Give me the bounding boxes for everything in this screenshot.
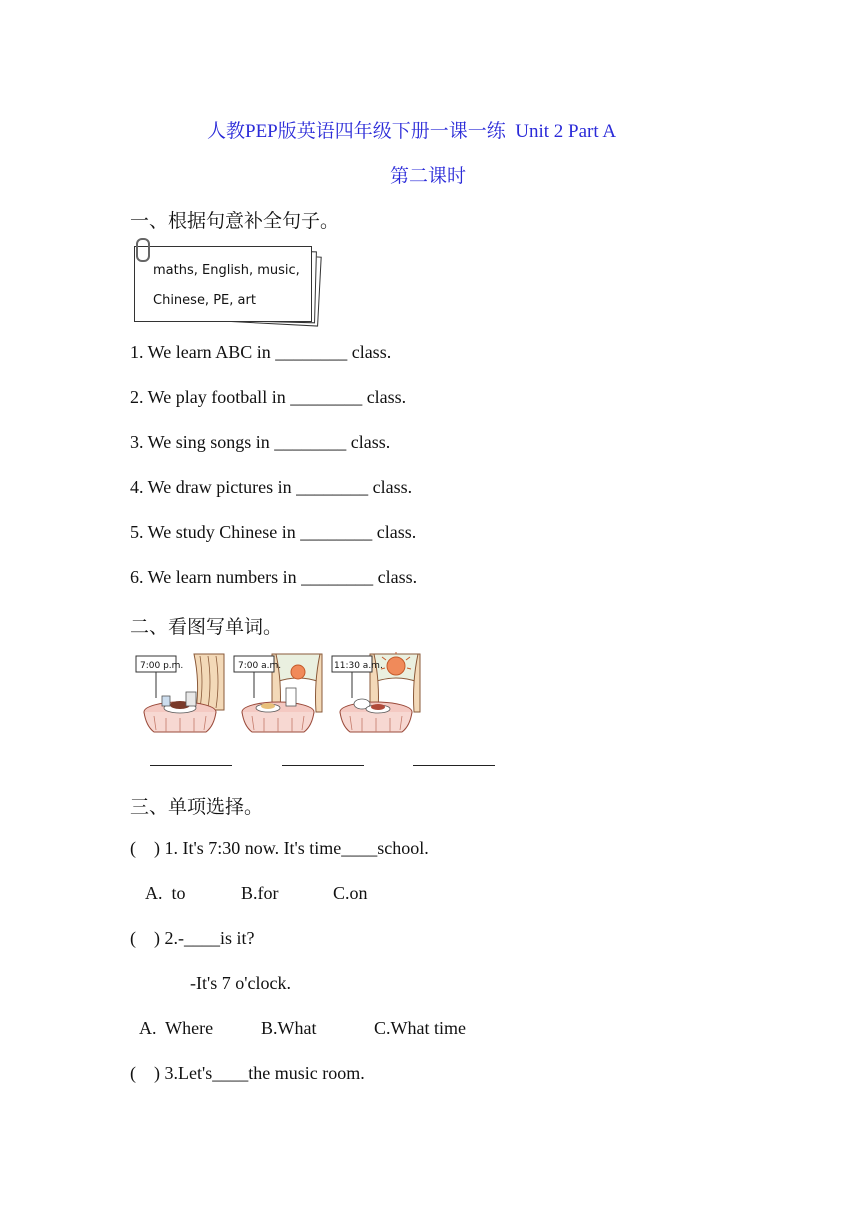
question-1-option-c: C.on bbox=[333, 883, 368, 903]
section-2-heading: 二、看图写单词。 bbox=[130, 617, 283, 638]
paperclip-icon bbox=[136, 238, 150, 262]
section-1-heading: 一、根据句意补全句子。 bbox=[130, 211, 340, 232]
breakfast-time-label: 7:00 a.m. bbox=[238, 661, 282, 671]
fill-item-4: 4. We draw pictures in ________ class. bbox=[130, 477, 413, 497]
page-title: 人教PEP版英语四年级下册一课一练 Unit 2 Part A bbox=[207, 121, 617, 142]
breakfast-table-picture bbox=[232, 652, 324, 734]
fill-item-3: 3. We sing songs in ________ class. bbox=[130, 432, 391, 452]
question-1-option-a: A. to bbox=[145, 883, 186, 903]
question-1-stem: ( ) 1. It's 7:30 now. It's time____school. bbox=[130, 838, 429, 858]
lunch-table-picture bbox=[330, 652, 422, 734]
word-box-line-2: Chinese, PE, art bbox=[153, 293, 256, 308]
section-3-heading: 三、单项选择。 bbox=[130, 797, 264, 818]
question-1-option-b: B.for bbox=[241, 883, 279, 903]
answer-blank-3[interactable] bbox=[413, 765, 495, 766]
question-2-option-a: A. Where bbox=[139, 1018, 214, 1038]
answer-blank-1[interactable] bbox=[150, 765, 232, 766]
fill-item-5: 5. We study Chinese in ________ class. bbox=[130, 522, 417, 542]
page-subtitle: 第二课时 bbox=[390, 166, 467, 187]
fill-item-6: 6. We learn numbers in ________ class. bbox=[130, 567, 418, 587]
question-2-option-c: C.What time bbox=[374, 1018, 466, 1038]
word-box-card-front bbox=[134, 246, 312, 322]
question-2-stem: ( ) 2.-____is it? bbox=[130, 928, 255, 948]
fill-item-2: 2. We play football in ________ class. bbox=[130, 387, 407, 407]
fill-item-1: 1. We learn ABC in ________ class. bbox=[130, 342, 392, 362]
word-box-line-1: maths, English, music, bbox=[153, 263, 300, 278]
question-2-option-b: B.What bbox=[261, 1018, 317, 1038]
lunch-time-label: 11:30 a.m. bbox=[334, 661, 383, 671]
question-2-answer-line: -It's 7 o'clock. bbox=[190, 973, 291, 993]
dinner-time-label: 7:00 p.m. bbox=[140, 661, 184, 671]
word-box bbox=[132, 240, 328, 332]
dinner-table-picture bbox=[134, 652, 226, 734]
question-3-stem: ( ) 3.Let's____the music room. bbox=[130, 1063, 365, 1083]
answer-blank-2[interactable] bbox=[282, 765, 364, 766]
